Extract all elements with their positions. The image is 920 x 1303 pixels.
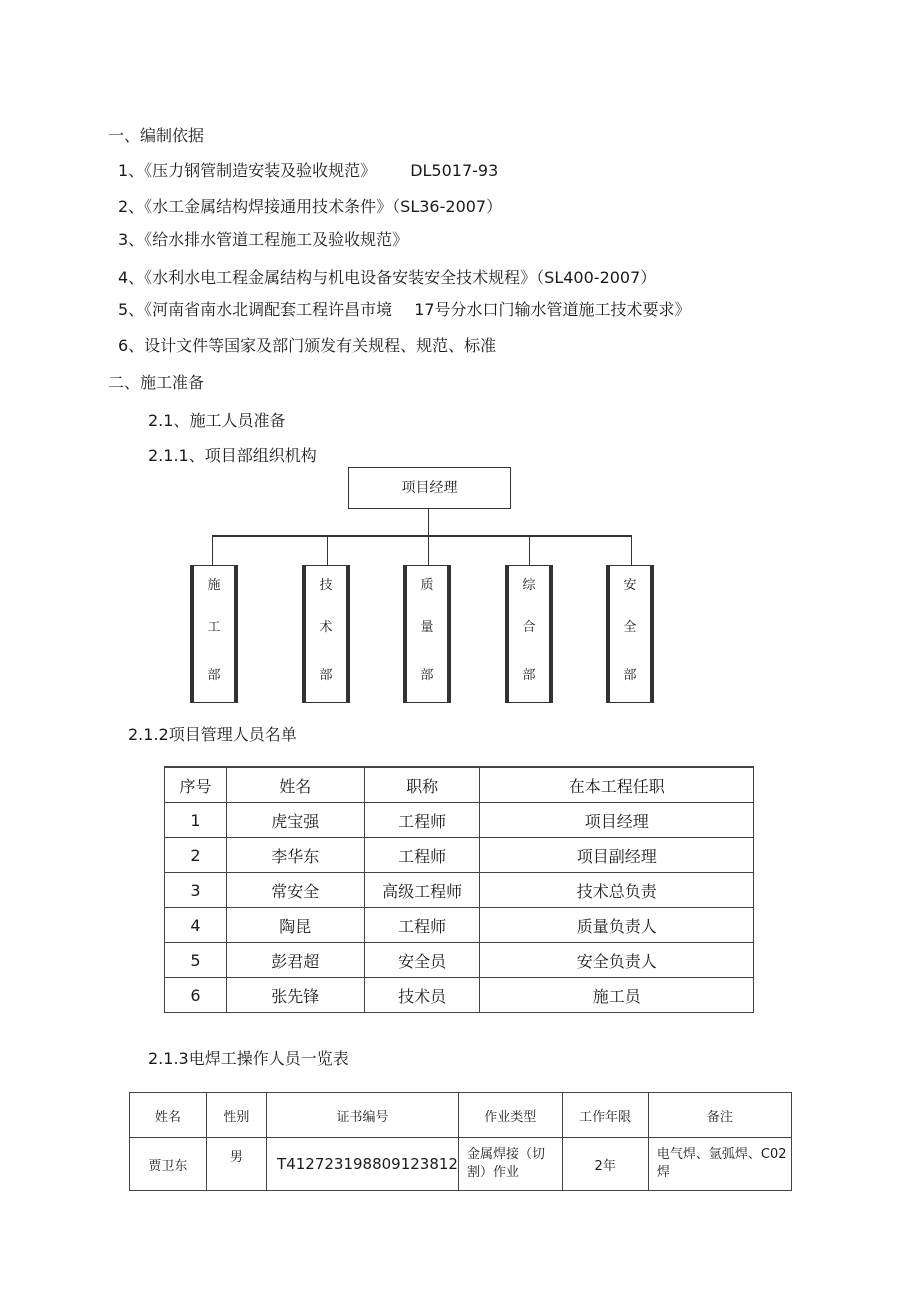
table-cell: 电气焊、氩弧焊、C02焊	[648, 1138, 791, 1191]
dept-char: 质	[420, 578, 434, 593]
management-staff-table	[164, 766, 754, 1013]
table-cell: 5	[165, 943, 227, 978]
org-connector	[212, 536, 213, 565]
dept-char: 部	[623, 668, 637, 683]
welder-table	[129, 1092, 792, 1191]
dept-char: 技	[319, 578, 333, 593]
reference-text: 5、《河南省南水北调配套工程许昌市境	[118, 300, 393, 319]
table-cell: 常安全	[226, 873, 364, 908]
section-title-preparation: 二、施工准备	[108, 373, 205, 392]
header-cell: 姓名	[226, 767, 364, 803]
reference-code: DL5017-93	[410, 161, 499, 180]
table-cell: 1	[165, 803, 227, 838]
table-cell: 安全员	[364, 943, 480, 978]
subsection-staff: 2.1、施工人员准备	[148, 411, 286, 430]
table-cell: 工程师	[364, 908, 480, 943]
reference-item-4: 4、《水利水电工程金属结构与机电设备安装安全技术规程》（SL400-2007）	[118, 268, 657, 287]
table-row	[165, 838, 754, 873]
table-cell: 金属焊接（切割）作业	[458, 1138, 562, 1191]
reference-item-1	[118, 158, 498, 181]
header-cell: 性别	[206, 1093, 266, 1138]
header-cell: 证书编号	[267, 1093, 459, 1138]
table-cell: 项目经理	[480, 803, 754, 838]
header-cell: 工作年限	[562, 1093, 648, 1138]
org-connector	[631, 536, 632, 565]
dept-char: 全	[623, 620, 637, 635]
table-cell: 贾卫东	[130, 1138, 207, 1191]
table-row	[165, 943, 754, 978]
reference-item-3: 3、《给水排水管道工程施工及验收规范》	[118, 230, 409, 249]
org-connector	[428, 536, 429, 565]
table-row	[165, 873, 754, 908]
org-dept-technical	[302, 565, 350, 703]
dept-char: 合	[522, 620, 536, 635]
subsection-org: 2.1.1、项目部组织机构	[148, 446, 317, 465]
reference-item-5	[118, 297, 691, 320]
reference-item-2: 2、《水工金属结构焊接通用技术条件》（SL36-2007）	[118, 197, 503, 216]
org-root-project-manager: 项目经理	[348, 467, 511, 509]
table-cell: 项目副经理	[480, 838, 754, 873]
table-cell: 张先锋	[226, 978, 364, 1013]
table-row	[130, 1138, 792, 1191]
section-title-basis: 一、编制依据	[108, 126, 205, 145]
table-cell: 虎宝强	[226, 803, 364, 838]
table-cell: 高级工程师	[364, 873, 480, 908]
dept-char: 量	[420, 620, 434, 635]
header-cell: 在本工程任职	[480, 767, 754, 803]
dept-char: 部	[207, 668, 221, 683]
header-cell: 作业类型	[458, 1093, 562, 1138]
subsection-management-list: 2.1.2项目管理人员名单	[128, 725, 297, 744]
dept-char: 部	[319, 668, 333, 683]
org-dept-quality	[403, 565, 451, 703]
table-cell: 2	[165, 838, 227, 873]
org-connector	[212, 535, 632, 537]
dept-char: 工	[207, 620, 221, 635]
table-cell: 施工员	[480, 978, 754, 1013]
table-cell: 技术员	[364, 978, 480, 1013]
table-cell: 李华东	[226, 838, 364, 873]
table-row	[165, 803, 754, 838]
org-connector	[428, 509, 429, 536]
dept-char: 综	[522, 578, 536, 593]
table-cell: 质量负责人	[480, 908, 754, 943]
org-dept-safety	[606, 565, 654, 703]
table-header-row	[165, 767, 754, 803]
dept-char: 术	[319, 620, 333, 635]
header-cell: 备注	[648, 1093, 791, 1138]
header-cell: 序号	[165, 767, 227, 803]
table-cell: 6	[165, 978, 227, 1013]
dept-char: 施	[207, 578, 221, 593]
subsection-welder-list: 2.1.3电焊工操作人员一览表	[148, 1049, 349, 1068]
org-dept-general	[505, 565, 553, 703]
dept-char: 部	[522, 668, 536, 683]
table-cell: 4	[165, 908, 227, 943]
header-cell: 姓名	[130, 1093, 207, 1138]
org-connector	[529, 536, 530, 565]
table-cell: 男	[206, 1138, 266, 1191]
table-row	[165, 908, 754, 943]
table-cell: 技术总负责	[480, 873, 754, 908]
certificate-number-cell: T412723198809123812	[267, 1138, 459, 1191]
table-cell: 彭君超	[226, 943, 364, 978]
table-cell: 陶昆	[226, 908, 364, 943]
dept-char: 部	[420, 668, 434, 683]
org-dept-construction	[190, 565, 238, 703]
reference-item-6: 6、设计文件等国家及部门颁发有关规程、规范、标准	[118, 336, 497, 355]
table-header-row	[130, 1093, 792, 1138]
dept-char: 安	[623, 578, 637, 593]
table-cell: 安全负责人	[480, 943, 754, 978]
header-cell: 职称	[364, 767, 480, 803]
reference-text: 1、《压力钢管制造安装及验收规范》	[118, 161, 377, 180]
table-row	[165, 978, 754, 1013]
reference-code: 17号分水口门输水管道施工技术要求》	[414, 300, 691, 319]
table-cell: 工程师	[364, 838, 480, 873]
table-cell: 3	[165, 873, 227, 908]
org-connector	[327, 536, 328, 565]
table-cell: 工程师	[364, 803, 480, 838]
table-cell: 2年	[562, 1138, 648, 1191]
